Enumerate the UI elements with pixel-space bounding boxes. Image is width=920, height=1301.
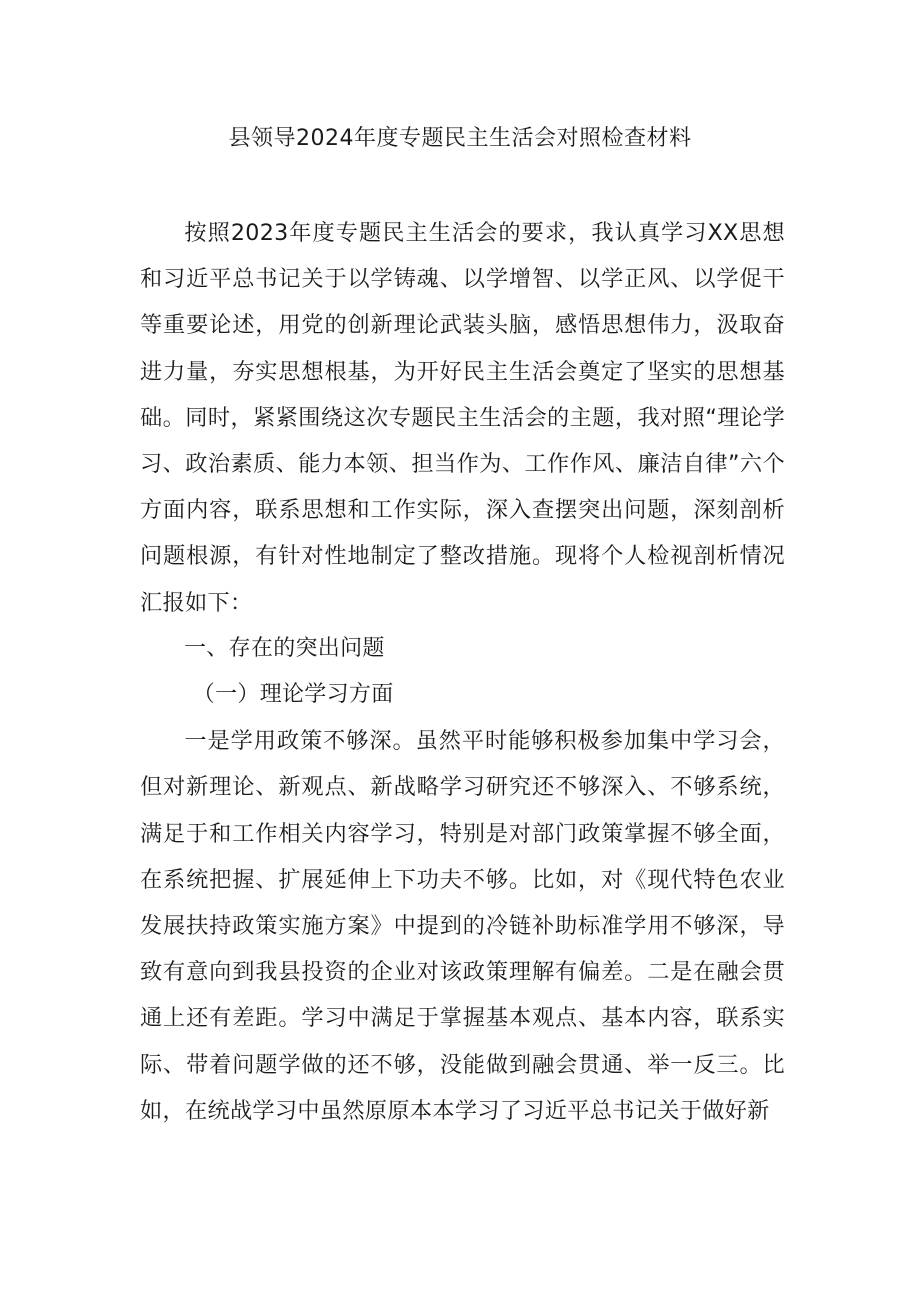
intro-paragraph: 按照2023年度专题民主生活会的要求，我认真学习XX思想和习近平总书记关于以学铸魂、以学增智、以学正风、以学促干等重要论述，用党的创新理论武装头脑，感悟思想伟力，汲取奋进力量，夯实思想根基，为开好民主生活会奠定了坚实的思想基础。同时，紧紧围绕这次专题民主生活会的主题，我对照“理论学习、政治素质、能力本领、担当作为、工作作风、廉洁自律”六个方面内容，联系思想和工作实际，深入查摆突出问题，深刻剖析问题根源，有针对性地制定了整改措施。现将个人检视剖析情况汇报如下： bbox=[140, 220, 785, 616]
subsection-heading-theory-study: （一）理论学习方面 bbox=[192, 682, 394, 708]
document-body bbox=[140, 210, 785, 1134]
theory-study-paragraph: 一是学用政策不够深。虽然平时能够积极参加集中学习会，但对新理论、新观点、新战略学习研究还不够深入、不够系统，满足于和工作相关内容学习，特别是对部门政策掌握不够全面，在系统把握、扩展延伸上下功夫不够。比如，对《现代特色农业发展扶持政策实施方案》中提到的冷链补助标准学用不够深，导致有意向到我县投资的企业对该政策理解有偏差。二是在融会贯通上还有差距。学习中满足于掌握基本观点、基本内容，联系实际、带着问题学做的还不够，没能做到融会贯通、举一反三。比如，在统战学习中虽然原原本本学习了习近平总书记关于做好新 bbox=[140, 728, 785, 1124]
document-title: 县领导2024年度专题民主生活会对照检查材料 bbox=[228, 126, 692, 151]
section-heading-problems: 一、存在的突出问题 bbox=[184, 635, 385, 661]
